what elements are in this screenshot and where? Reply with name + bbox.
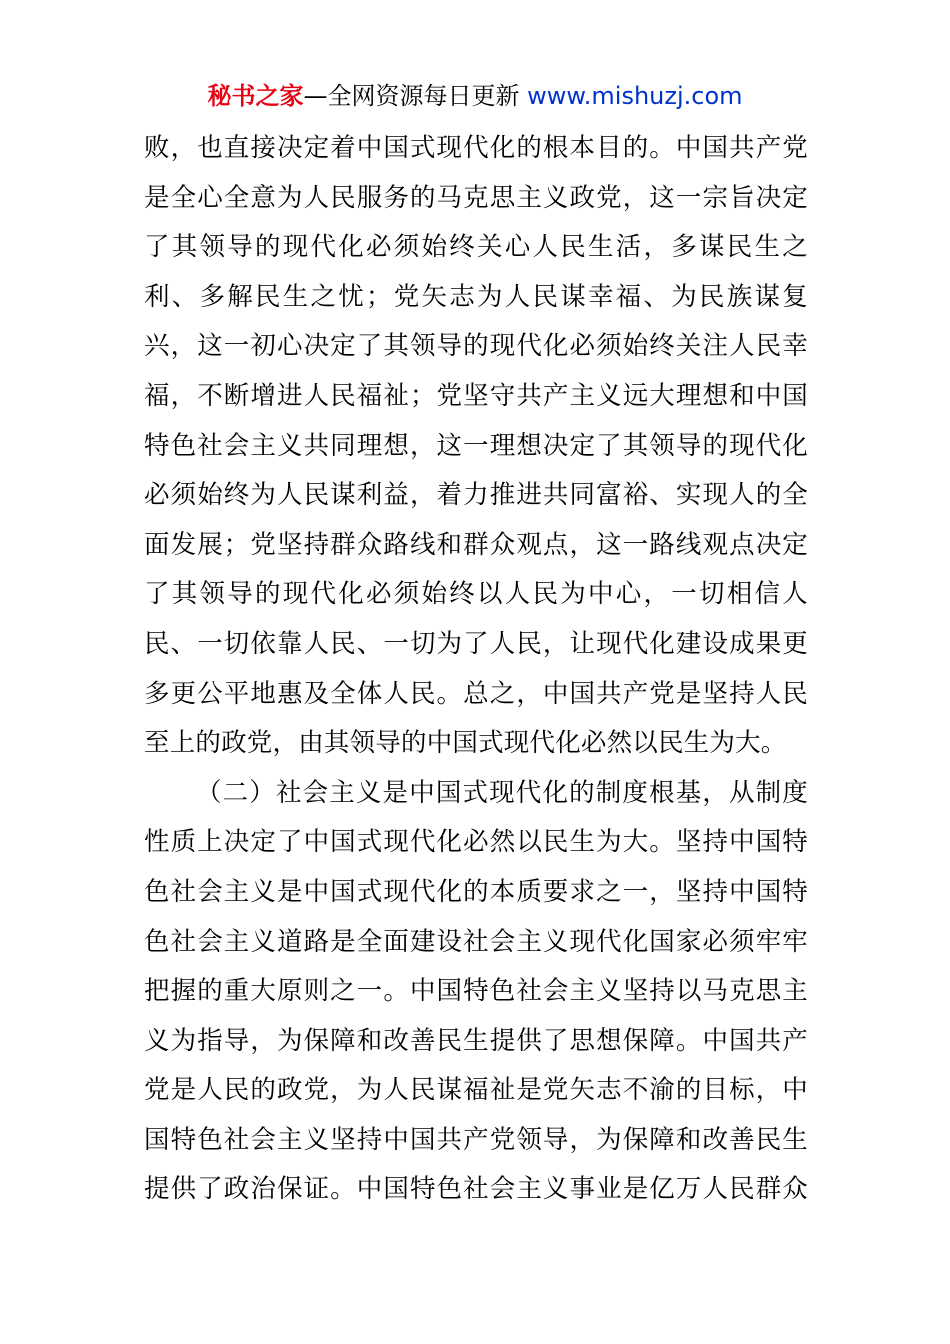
header-tagline: —全网资源每日更新 [303, 82, 528, 110]
text-line: 必须始终为人民谋利益，着力推进共同富裕、实现人的全 [144, 480, 808, 511]
text-line: 至上的政党，由其领导的中国式现代化必然以民生为大。 [144, 728, 787, 759]
text-line: 国特色社会主义坚持中国共产党领导，为保障和改善民生 [144, 1124, 808, 1155]
text-line: 了其领导的现代化必须始终关心人民生活，多谋民生之 [144, 232, 808, 263]
text-line: 民、一切依靠人民、一切为了人民，让现代化建设成果更 [144, 628, 808, 659]
section-heading-line: （二）社会主义是中国式现代化的制度根基，从制度 [196, 777, 808, 808]
site-url: www.mishuzj.com [527, 82, 743, 110]
text-line: 把握的重大原则之一。中国特色社会主义坚持以马克思主 [144, 976, 808, 1007]
text-line: 败，也直接决定着中国式现代化的根本目的。中国共产党 [144, 133, 808, 163]
text-line: 性质上决定了中国式现代化必然以民生为大。坚持中国特 [144, 827, 808, 858]
text-line: 是全心全意为人民服务的马克思主义政党，这一宗旨决定 [144, 182, 808, 213]
text-line: 了其领导的现代化必须始终以人民为中心，一切相信人 [144, 579, 808, 610]
text-line: 利、多解民生之忧；党矢志为人民谋幸福、为民族谋复 [144, 281, 808, 312]
text-line: 多更公平地惠及全体人民。总之，中国共产党是坚持人民 [144, 678, 808, 709]
text-line: 面发展；党坚持群众路线和群众观点，这一路线观点决定 [144, 529, 808, 560]
text-line: 党是人民的政党，为人民谋福祉是党矢志不渝的目标，中 [144, 1075, 808, 1106]
text-line: 提供了政治保证。中国特色社会主义事业是亿万人民群众 [144, 1174, 808, 1205]
text-line: 义为指导，为保障和改善民生提供了思想保障。中国共产 [144, 1025, 808, 1056]
text-line: 福，不断增进人民福祉；党坚守共产主义远大理想和中国 [144, 380, 808, 411]
document-body [144, 124, 808, 1215]
text-line: 兴，这一初心决定了其领导的现代化必须始终关注人民幸 [144, 331, 808, 362]
text-line: 色社会主义道路是全面建设社会主义现代化国家必须牢牢 [144, 926, 808, 957]
brand-name: 秘书之家 [207, 82, 304, 110]
text-line: 色社会主义是中国式现代化的本质要求之一，坚持中国特 [144, 876, 808, 907]
site-header [0, 78, 950, 114]
text-line: 特色社会主义共同理想，这一理想决定了其领导的现代化 [144, 430, 808, 461]
